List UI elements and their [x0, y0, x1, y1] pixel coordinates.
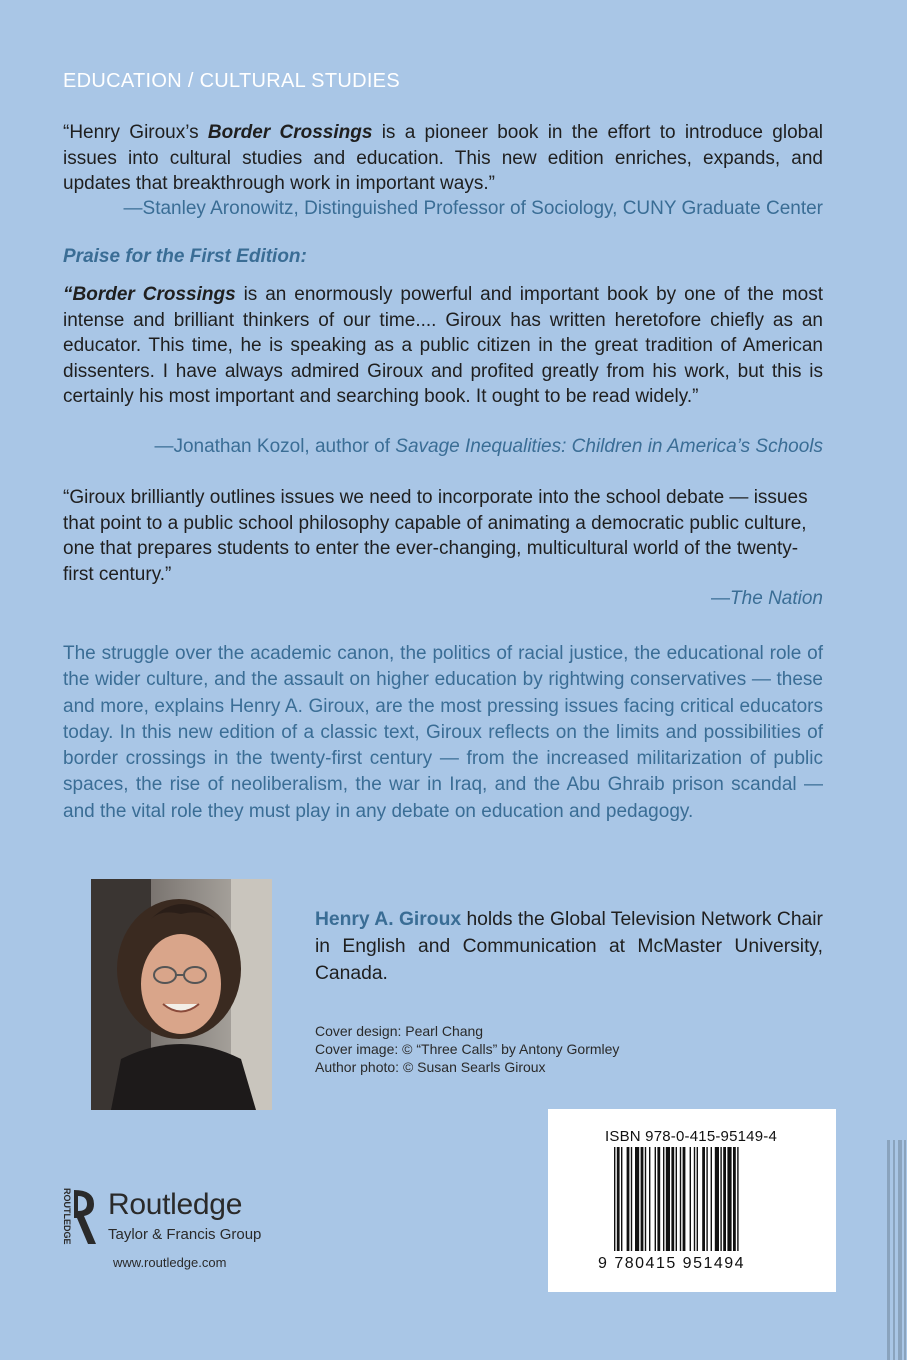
quote-kozol — [63, 282, 823, 410]
quote-text: is an enormously powerful and important book by one of the most intense and brilliant thinkers of our time.... Giroux has written heretofore chiefly as an educator. This time, he is speaking as a public citizen in the great tradition of American dissenters. I have always admired Giroux and profited greatly from his work, but this is certainly his most important and searching book. It ought to be read widely.” — [63, 284, 823, 407]
barcode-bar — [697, 1147, 698, 1251]
barcode-bar — [706, 1147, 707, 1251]
author-bio-text: holds the Global Television Network Chair in English and Communication at McMaster University, Canada. — [315, 909, 823, 984]
barcode-bar — [645, 1147, 646, 1251]
quote-attribution — [63, 434, 823, 459]
barcode-bar — [733, 1147, 736, 1251]
barcode-bar — [641, 1147, 644, 1251]
barcode-bar — [635, 1147, 639, 1251]
routledge-logo-icon — [54, 1186, 104, 1248]
barcode-bar — [723, 1147, 726, 1251]
logo-vertical-text: ROUTLEDGE — [62, 1188, 72, 1245]
credit-cover-image: Cover image: © “Three Calls” by Antony Gormley — [315, 1041, 620, 1057]
book-title: “Border Crossings — [63, 284, 236, 305]
barcode — [614, 1147, 784, 1253]
barcode-bar — [694, 1147, 695, 1251]
barcode-bar — [676, 1147, 677, 1251]
quote-attribution — [63, 586, 823, 611]
quote-the-nation: “Giroux brilliantly outlines issues we need to incorporate into the school debate — issues that point to a public school philosophy capable of animating a democratic public culture, one that prepares students to enter the ever-changing, multicultural world of the twenty-first century.” — [63, 487, 808, 585]
author-bio — [315, 906, 823, 987]
author-portrait-image — [91, 879, 272, 1110]
barcode-bar — [631, 1147, 632, 1251]
barcode-bar — [680, 1147, 681, 1251]
barcode-bar — [711, 1147, 712, 1251]
isbn-label: ISBN 978-0-415-95149-4 — [605, 1128, 778, 1145]
barcode-bar — [715, 1147, 719, 1251]
barcode-bar — [649, 1147, 650, 1251]
attribution-publication: The Nation — [730, 588, 823, 609]
publisher-url: www.routledge.com — [113, 1255, 227, 1270]
quote-aronowitz — [63, 120, 823, 197]
book-description: The struggle over the academic canon, the politics of racial justice, the educational role of the wider culture, and the assault on higher education by rightwing conservatives — these and more, explains Henry A. Giroux, are the most pressing issues facing critical educators today. In this new edition of a classic text, Giroux reflects on the limits and possibilities of border crossings in the twenty-first century — from the increased militarization of public spaces, the rise of neoliberalism, the war in Iraq, and the Abu Ghraib prison scandal — and the vital role they must play in any debate on education and pedagogy. — [63, 643, 823, 822]
barcode-bar — [720, 1147, 721, 1251]
attribution-book-title: Savage Inequalities: Children in America’s Schools — [395, 436, 823, 457]
barcode-bar — [671, 1147, 674, 1251]
barcode-bar — [702, 1147, 705, 1251]
barcode-bar — [621, 1147, 622, 1251]
quote-text: is a pioneer book in the effort to introduce global issues into cultural studies and education. This new edition enriches, expands, and updates that breakthrough work in important ways.” — [63, 122, 823, 194]
credits — [315, 1022, 619, 1076]
praise-heading: Praise for the First Edition: — [63, 246, 307, 267]
attribution-dash: — — [711, 588, 731, 609]
author-photo — [91, 879, 272, 1110]
credit-cover-design: Cover design: Pearl Chang — [315, 1023, 484, 1039]
barcode-bar — [727, 1147, 731, 1251]
publisher-name: Routledge — [108, 1188, 243, 1221]
credit-author-photo: Author photo: © Susan Searls Giroux — [315, 1059, 546, 1075]
edge-barcode-strip — [885, 1140, 907, 1360]
isbn-digits: 9 780415 951494 — [598, 1255, 746, 1272]
quote-text: “Henry Giroux’s — [63, 122, 208, 143]
barcode-bar — [690, 1147, 691, 1251]
barcode-bar — [683, 1147, 686, 1251]
barcode-bar — [666, 1147, 670, 1251]
category-label: EDUCATION / CULTURAL STUDIES — [63, 70, 400, 92]
barcode-bar — [627, 1147, 630, 1251]
barcode-bar — [737, 1147, 738, 1251]
attribution-text: —Jonathan Kozol, author of — [154, 436, 396, 457]
book-title: Border Crossings — [207, 122, 373, 143]
barcode-bar — [655, 1147, 656, 1251]
barcode-bar — [663, 1147, 664, 1251]
quote-attribution: —Stanley Aronowitz, Distinguished Professor of Sociology, CUNY Graduate Center — [123, 198, 823, 219]
author-name: Henry A. Giroux — [315, 909, 462, 930]
barcode-bar — [617, 1147, 620, 1251]
barcode-bar — [614, 1147, 615, 1251]
publisher-group: Taylor & Francis Group — [108, 1226, 262, 1243]
barcode-bar — [657, 1147, 660, 1251]
